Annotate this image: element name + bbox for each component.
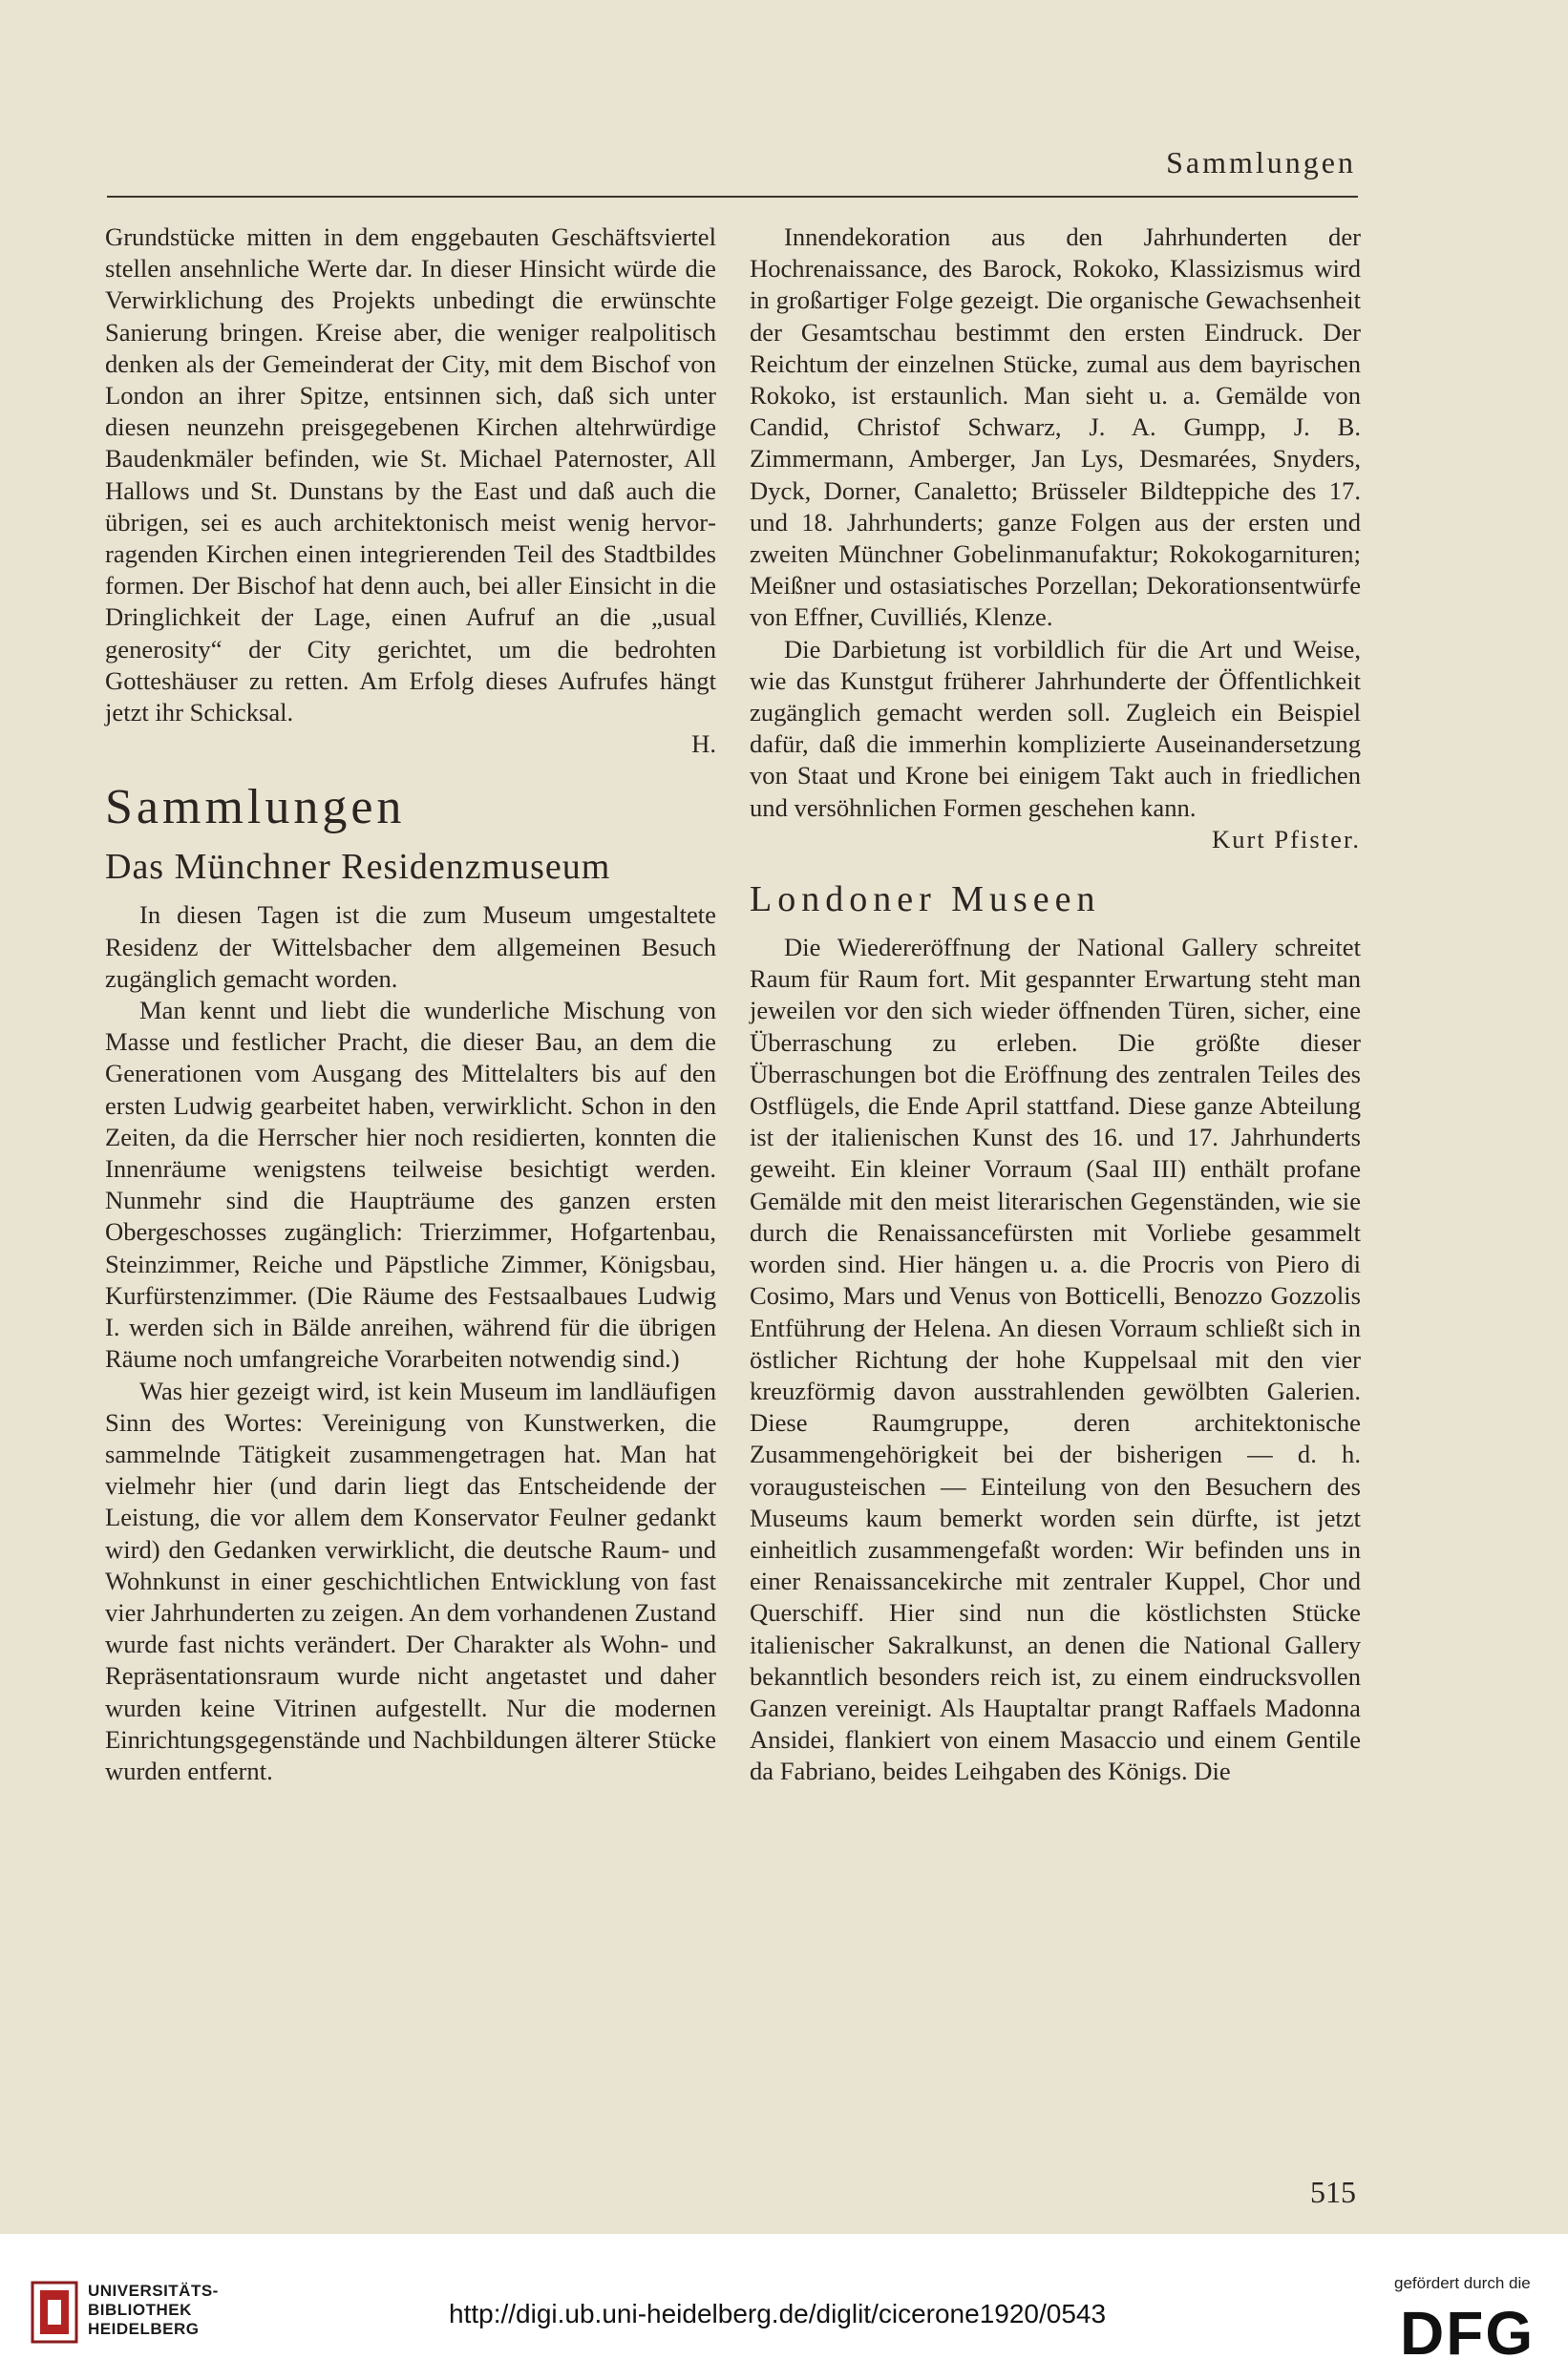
signature: Kurt Pfister. [1211,824,1361,853]
dfg-logo: DFG [1400,2299,1536,2368]
right-column [750,221,1361,1788]
article-title: Londoner Museen [750,879,1101,920]
paragraph: Die Darbietung ist vorbildlich für die Art und Weise, wie das Kunstgut früherer Jahrhunderte der Öffentlichkeit zugänglich gemacht werden soll. Zugleich ein Beispiel dafür, daß die immerhin komplizierte Auseinandersetzung von Staat und Krone bei einigem Takt auch in friedlichen und versöhnlichen Formen geschehen kann. [750,634,1361,822]
footer-bar [0,2234,1568,2380]
source-url-link[interactable]: http://digi.ub.uni-heidelberg.de/diglit/cicerone1920/0543 [449,2299,1107,2328]
paragraph: Grundstücke mitten in dem enggebauten Geschäftsviertel stellen ansehnliche Werte dar. In dieser Hinsicht würde die Verwirklichung des Projekts unbedingt die erwünschte Sanierung bringen. Kreise aber, die weniger realpolitisch denken als der Gemeinderat der City, mit dem Bischof von London an ihrer Spitze, entsinnen sich, daß sich unter diesen neunzehn preisgegebenen Kirchen altehrwürdige Baudenkmäler befinden, wie St. Michael Paternoster, All Hallows und St. Dunstans by the East und daß auch die übrigen, sei es auch architektonisch meist wenig hervorragenden Kirchen einen integrierenden Teil des Stadtbildes formen. Der Bischof hat denn auch, bei aller Einsicht in die Dringlichkeit der Lage, einen Aufruf an die „usual generosity“ der City gerichtet, um die bedrohten Gotteshäuser zu retten. Am Erfolg dieses Aufrufes hängt jetzt ihr Schicksal. [105,222,716,727]
paragraph: Was hier gezeigt wird, ist kein Museum im landläufigen Sinn des Wortes: Vereinigung von Kunstwerken, die sammelnde Tätigkeit zusammengetragen hat. Man hat vielmehr hier (und darin liegt das Entscheidende der Leistung, die vor allem dem Konservator Feulner gedankt wird) den Gedanken verwirklicht, die deutsche Raum- und Wohnkunst in einer geschichtlichen Entwicklung von fast vier Jahrhunderten zu zeigen. An dem vorhandenen Zustand wurde fast nichts verändert. Der Charakter als Wohn- und Repräsentationsraum wurde nicht angetastet und daher wurden keine Vitrinen aufgestellt. Nur die modernen Einrichtungsgegenstände und Nachbildungen älterer Stücke wurden entfernt. [105,1376,716,1785]
library-name: UNIVERSITÄTS- BIBLIOTHEK HEIDELBERG [88,2282,219,2338]
page-number: 515 [1310,2175,1356,2209]
paragraph: Man kennt und liebt die wunderliche Mischung von Masse und festlicher Pracht, die dieser Bau, an dem die Generationen vom Ausgang des Mittelalters bis auf den ersten Ludwig gearbeitet haben, verwirklicht. Schon in den Zeiten, da die Herrscher hier noch residierten, konnten die Innenräume wenigstens teilweise besichtigt werden. Nunmehr sind die Haupträume des ganzen ersten Obergeschosses zugänglich: Trierzimmer, Hofgartenbau, Steinzimmer, Reiche und Päpstliche Zimmer, Königsbau, Kurfürstenzimmer. (Die Räume des Festsaalbaues Ludwig I. werden sich in Bälde anreihen, während für die übrigen Räume noch umfangreiche Vorarbeiten notwendig sind.) [105,996,716,1374]
funding-credit: gefördert durch die [1394,2274,1531,2292]
article-title: Das Münchner Residenzmuseum [105,847,611,888]
paragraph: Innendekoration aus den Jahrhunderten der Hochrenaissance, des Barock, Rokoko, Klassizismus wird in großartiger Folge gezeigt. Die organische Gewachsenheit der Gesamtschau bestimmt den ersten Eindruck. Der Reichtum der einzelnen Stücke, zumal aus dem bayrischen Rokoko, ist erstaunlich. Man sieht u. a. Gemälde von Candid, Christof Schwarz, J. A. Gumpp, J. B. Zimmermann, Amberger, Jan Lys, Desmarées, Snyders, Dyck, Dorner, Canaletto; Brüsseler Bildteppiche des 17. und 18. Jahrhunderts; ganze Folgen aus der ersten und zweiten Münchner Gobelinmanufaktur; Rokokogarnituren; Meißner und ostasiatisches Porzellan; Dekorationsentwürfe von Effner, Cuvilliés, Klenze. [750,222,1361,632]
left-column [105,221,716,1787]
signature: H. [691,729,716,759]
header-rule [107,196,1358,198]
paragraph: In diesen Tagen ist die zum Museum umgestaltete Residenz der Wittelsbacher dem allgemeinen Besuch zugänglich gemacht worden. [105,900,716,993]
paragraph: Die Wiedereröffnung der National Gallery schreitet Raum für Raum fort. Mit gespannter Erwartung steht man jeweilen vor den sich wieder öffnenden Türen, sicher, eine Überraschung zu erleben. Die größte dieser Überraschungen bot die Eröffnung des zentralen Teiles des Ostflügels, die Ende April stattfand. Diese ganze Abteilung ist der italienischen Kunst des 16. und 17. Jahrhunderts geweiht. Ein kleiner Vorraum (Saal III) enthält profane Gemälde mit den meist literarischen Gegenständen, wie sie durch die Renaissancefürsten mit Vorliebe gesammelt worden sind. Hier hängen u. a. die Procris von Piero di Cosimo, Mars und Venus von Botticelli, Benozzo Gozzolis Entführung der Helena. An diesen Vorraum schließt sich in östlicher Richtung der hohe Kuppelsaal mit den vier kreuzförmig davon ausstrahlenden gewölbten Galerien. Diese Raumgruppe, deren architektonische Zusammengehörigkeit bei der bisherigen — d. h. voraugusteischen — Einteilung von den Besuchern des Museums kaum bemerkt worden sein dürfte, ist jetzt einheitlich zusammengefaßt worden: Wir befinden uns in einer Renaissancekirche mit zentraler Kuppel, Chor und Querschiff. Hier sind nun die köstlichsten Stücke italienischer Sakralkunst, an denen die National Gallery bekanntlich besonders reich ist, zu einem eindrucksvollen Ganzen vereinigt. Als Hauptaltar prangt Raffaels Madonna Ansidei, flankiert von einem Masaccio und einem Gentile da Fabriano, beides Leihgaben des Königs. Die [750,933,1361,1786]
running-head: Sammlungen [1166,145,1356,179]
section-title: Sammlungen [105,780,406,835]
